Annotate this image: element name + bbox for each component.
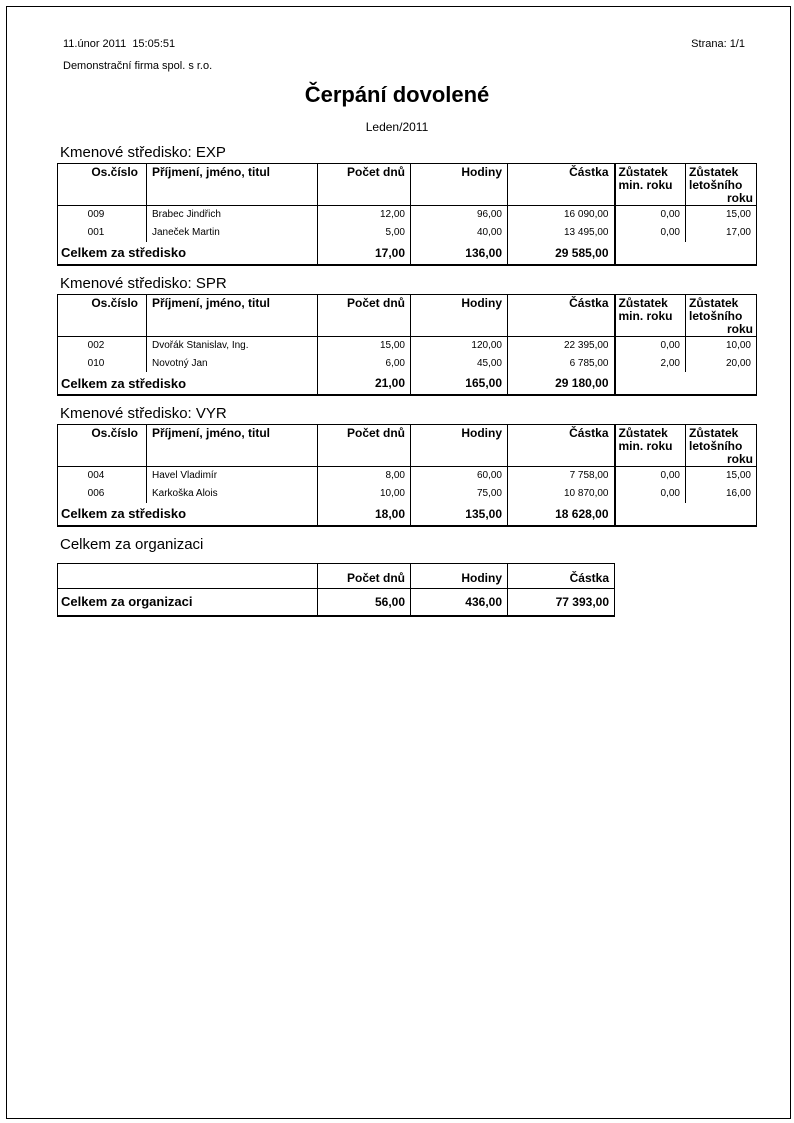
report-datetime: 11.únor 2011 15:05:51	[63, 38, 176, 50]
cell-days: 12,00	[318, 206, 411, 224]
col-header-amount: Částka	[508, 164, 615, 206]
cell-hours: 120,00	[411, 336, 508, 354]
cell-balance-this-year: 10,00	[725, 339, 751, 351]
dept-total-hours: 136,00	[411, 242, 508, 265]
cell-balance-this-year: 17,00	[725, 227, 751, 238]
dept-total-row	[58, 242, 757, 265]
dept-total-row	[58, 372, 757, 395]
col-header-hours: Hodiny	[411, 563, 508, 588]
cell-amount: 7 758,00	[508, 467, 615, 485]
col-header-amount: Částka	[508, 563, 615, 588]
cell-days: 6,00	[318, 354, 411, 372]
cell-personal-number: 002	[58, 336, 147, 354]
org-total-label: Celkem za organizaci	[58, 588, 318, 616]
dept-total-label: Celkem za středisko	[58, 372, 318, 395]
cell-employee-name: Novotný Jan	[147, 354, 318, 372]
col-header-employee-name: Příjmení, jméno, titul	[147, 425, 318, 467]
cell-employee-name: Janeček Martin	[147, 224, 318, 242]
table-header-row	[58, 294, 757, 336]
report-body	[57, 144, 756, 617]
cell-balance-prev-year: 0,00	[615, 485, 686, 503]
cell-amount: 16 090,00	[508, 206, 615, 224]
col-header-hours: Hodiny	[411, 294, 508, 336]
col-header-employee-name: Příjmení, jméno, titul	[147, 164, 318, 206]
employee-row	[58, 467, 757, 485]
cell-balance-this-year: 15,00	[725, 209, 751, 221]
org-total-row	[58, 588, 615, 616]
col-header-hours: Hodiny	[411, 164, 508, 206]
col-header-personal-number: Os.číslo	[58, 425, 147, 467]
dept-total-amount: 18 628,00	[508, 503, 615, 526]
col-header-balance-this-year: Zůstatek letošního roku	[686, 294, 757, 336]
cell-employee-name: Havel Vladimír	[147, 467, 318, 485]
cell-balance-this-year: 20,00	[725, 357, 751, 369]
dept-total-empty	[615, 372, 757, 395]
cell-balance-this-year: 16,00	[725, 488, 751, 499]
cell-balance-prev-year: 0,00	[615, 467, 686, 485]
dept-total-label: Celkem za středisko	[58, 242, 318, 265]
dept-total-empty	[615, 242, 757, 265]
report-period: Leden/2011	[365, 120, 429, 134]
col-header-balance-this-year: Zůstatek letošního roku	[686, 164, 757, 206]
cell-days: 15,00	[318, 336, 411, 354]
employee-row	[58, 206, 757, 224]
table-header-row	[58, 563, 615, 588]
section-heading-organization: Celkem za organizaci	[60, 535, 204, 553]
col-header-amount: Částka	[508, 425, 615, 467]
org-total-hours: 436,00	[411, 588, 508, 616]
org-total-amount: 77 393,00	[555, 594, 609, 609]
cell-balance-prev-year: 0,00	[615, 224, 686, 242]
col-header-balance-this-year: Zůstatek letošního roku	[686, 425, 757, 467]
cell-balance-prev-year: 0,00	[615, 336, 686, 354]
cell-personal-number: 006	[58, 485, 147, 503]
dept-table-spr	[57, 294, 757, 397]
section-heading-spr: Kmenové středisko: SPR	[60, 274, 227, 292]
report-title: Čerpání dovolené	[304, 82, 490, 107]
employee-row	[58, 354, 757, 372]
col-header-employee-name: Příjmení, jméno, titul	[147, 294, 318, 336]
col-header-personal-number: Os.číslo	[58, 294, 147, 336]
dept-total-label: Celkem za středisko	[58, 503, 318, 526]
dept-total-amount: 29 585,00	[508, 242, 615, 265]
cell-hours: 60,00	[411, 467, 508, 485]
dept-table-vyr	[57, 424, 757, 527]
col-header-amount: Částka	[508, 294, 615, 336]
employee-row	[58, 224, 757, 242]
dept-total-days: 21,00	[318, 372, 411, 395]
cell-amount: 6 785,00	[508, 354, 615, 372]
cell-amount: 10 870,00	[508, 485, 615, 503]
dept-total-amount: 29 180,00	[508, 372, 615, 395]
cell-balance-this-year: 15,00	[725, 470, 751, 482]
section-heading-vyr: Kmenové středisko: VYR	[60, 405, 227, 422]
cell-balance-prev-year: 2,00	[615, 354, 686, 372]
employee-row	[58, 485, 757, 503]
col-header-days: Počet dnů	[318, 294, 411, 336]
col-header-balance-prev-year: Zůstatek min. roku	[615, 294, 686, 336]
table-header-row	[58, 425, 757, 467]
cell-days: 5,00	[318, 224, 411, 242]
cell-personal-number: 001	[58, 224, 147, 242]
col-header-days: Počet dnů	[318, 164, 411, 206]
page-number: Strana: 1/1	[691, 38, 745, 50]
employee-row	[58, 336, 757, 354]
dept-table-exp	[57, 163, 757, 266]
cell-hours: 45,00	[411, 354, 508, 372]
section-heading-exp: Kmenové středisko: EXP	[60, 144, 226, 161]
dept-total-hours: 135,00	[411, 503, 508, 526]
company-name: Demonstrační firma spol. s r.o.	[63, 60, 213, 72]
dept-total-row	[58, 503, 757, 526]
cell-personal-number: 010	[58, 354, 147, 372]
cell-personal-number: 009	[58, 206, 147, 224]
org-header-empty	[58, 563, 318, 588]
cell-days: 8,00	[318, 467, 411, 485]
cell-hours: 40,00	[411, 224, 508, 242]
cell-employee-name: Brabec Jindřich	[147, 206, 318, 224]
organization-total-table	[57, 563, 615, 618]
cell-balance-prev-year: 0,00	[615, 206, 686, 224]
cell-employee-name: Karkoška Alois	[147, 485, 318, 503]
dept-total-hours: 165,00	[411, 372, 508, 395]
cell-amount: 22 395,00	[508, 336, 615, 354]
col-header-hours: Hodiny	[411, 425, 508, 467]
dept-total-days: 17,00	[318, 242, 411, 265]
col-header-balance-prev-year: Zůstatek min. roku	[615, 164, 686, 206]
cell-days: 10,00	[318, 485, 411, 503]
col-header-days: Počet dnů	[318, 425, 411, 467]
dept-total-empty	[615, 503, 757, 526]
col-header-personal-number: Os.číslo	[58, 164, 147, 206]
dept-total-days: 18,00	[318, 503, 411, 526]
cell-hours: 96,00	[411, 206, 508, 224]
col-header-days: Počet dnů	[318, 563, 411, 588]
cell-employee-name: Dvořák Stanislav, Ing.	[147, 336, 318, 354]
cell-amount: 13 495,00	[508, 224, 615, 242]
table-header-row	[58, 164, 757, 206]
col-header-balance-prev-year: Zůstatek min. roku	[615, 425, 686, 467]
cell-personal-number: 004	[58, 467, 147, 485]
cell-hours: 75,00	[411, 485, 508, 503]
org-total-days: 56,00	[318, 588, 411, 616]
